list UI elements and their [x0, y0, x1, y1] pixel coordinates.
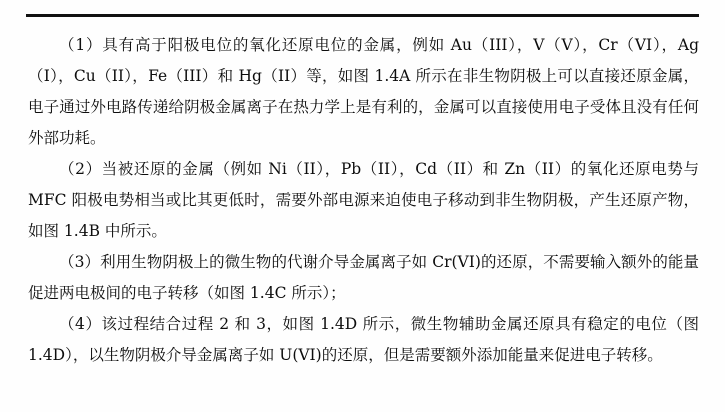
paragraph-2: （2）当被还原的金属（例如 Ni（II），Pb（II），Cd（II）和 Zn（II）的氧化还原电势与 MFC 阳极电势相当或比其更低时，需要外部电源来迫使电子移动到非生物阴极，产生还原产物，如图 1.4B 中所示。 — [28, 160, 699, 240]
paragraph-1: （1）具有高于阳极电位的氧化还原电位的金属，例如 Au（III），V（V），Cr（VI），Ag（I），Cu（II），Fe（III）和 Hg（II）等，如图 1.4A 所示在非生物阴极上可以直接还原金属，电子通过外电路传递给阴极金属离子在热力学上是有利的，金属可以直接使用电子受体且没有任何外部功耗。 — [28, 36, 699, 147]
paragraph-4: （4）该过程结合过程 2 和 3，如图 1.4D 所示，微生物辅助金属还原具有稳定的电位（图 1.4D），以生物阴极介导金属离子如 U(VI)的还原，但是需要额外添加能量来促进电子转移。 — [28, 315, 699, 364]
page-top-rule — [26, 14, 699, 17]
paragraph-3: （3）利用生物阴极上的微生物的代谢介导金属离子如 Cr(VI)的还原，不需要输入额外的能量促进两电极间的电子转移（如图 1.4C 所示）； — [28, 253, 699, 302]
document-body — [28, 30, 699, 371]
